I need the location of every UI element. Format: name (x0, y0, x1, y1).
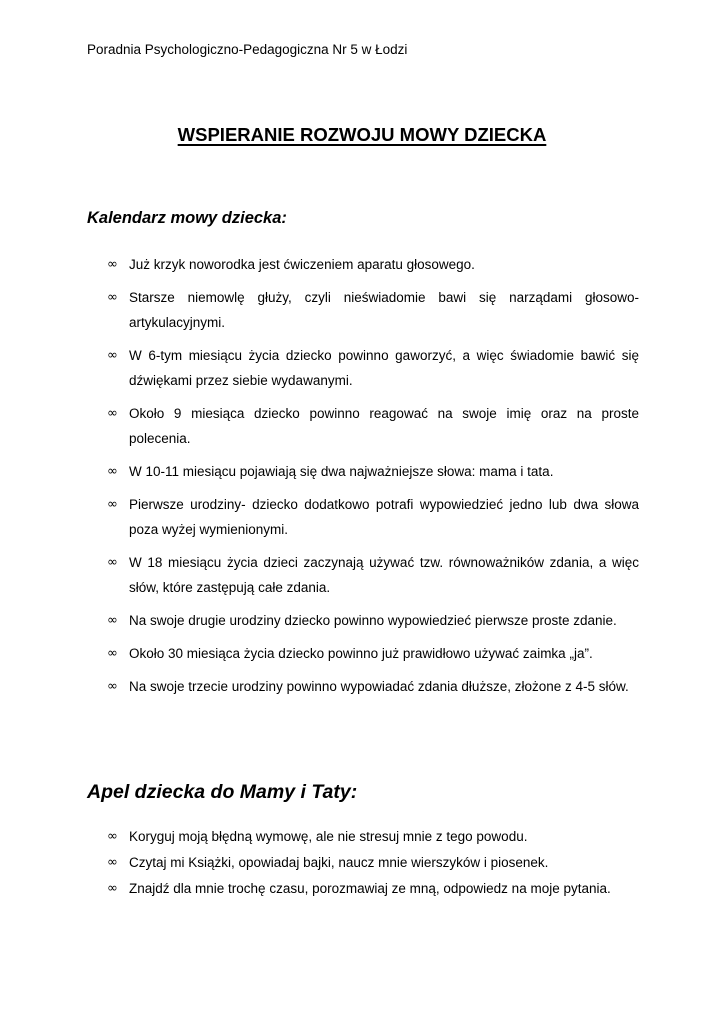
list-item (87, 492, 639, 542)
list-item (87, 252, 639, 277)
list-item-text: W 10-11 miesiącu pojawiają się dwa najważniejsze słowa: mama i tata. (129, 464, 554, 479)
infinity-bullet-icon: ∞ (107, 881, 118, 896)
section-heading-child-appeal: Apel dziecka do Mamy i Taty: (87, 781, 358, 803)
list-item (87, 459, 639, 484)
list-item-text: Już krzyk noworodka jest ćwiczeniem aparatu głosowego. (129, 257, 475, 272)
list-item (87, 343, 639, 393)
list-item (87, 641, 639, 666)
infinity-bullet-icon: ∞ (107, 646, 118, 661)
list-item (87, 285, 639, 335)
speech-calendar-list (87, 252, 639, 707)
list-item-text: Koryguj moją błędną wymowę, ale nie stresuj mnie z tego powodu. (129, 829, 528, 844)
infinity-bullet-icon: ∞ (107, 348, 118, 363)
infinity-bullet-icon: ∞ (107, 829, 118, 844)
list-item (87, 824, 639, 849)
list-item (87, 876, 639, 901)
list-item (87, 674, 639, 699)
infinity-bullet-icon: ∞ (107, 406, 118, 421)
list-item (87, 608, 639, 633)
list-item-text: Starsze niemowlę głuży, czyli nieświadomie bawi się narządami głosowo-artykulacyjnymi. (129, 290, 639, 330)
list-item-text: Na swoje trzecie urodziny powinno wypowiadać zdania dłuższe, złożone z 4-5 słów. (129, 679, 629, 694)
infinity-bullet-icon: ∞ (107, 679, 118, 694)
document-title: WSPIERANIE ROZWOJU MOWY DZIECKA (177, 124, 547, 145)
infinity-bullet-icon: ∞ (107, 613, 118, 628)
section-heading-speech-calendar: Kalendarz mowy dziecka: (87, 209, 287, 227)
infinity-bullet-icon: ∞ (107, 497, 118, 512)
infinity-bullet-icon: ∞ (107, 855, 118, 870)
infinity-bullet-icon: ∞ (107, 257, 118, 272)
infinity-bullet-icon: ∞ (107, 555, 118, 570)
list-item (87, 401, 639, 451)
infinity-bullet-icon: ∞ (107, 290, 118, 305)
list-item-text: Około 9 miesiąca dziecko powinno reagować na swoje imię oraz na proste polecenia. (129, 406, 639, 446)
page-header: Poradnia Psychologiczno-Pedagogiczna Nr 5 w Łodzi (87, 42, 408, 57)
list-item-text: Pierwsze urodziny- dziecko dodatkowo potrafi wypowiedzieć jedno lub dwa słowa poza wyżej wymienionymi. (129, 497, 639, 537)
list-item-text: Około 30 miesiąca życia dziecko powinno już prawidłowo używać zaimka „ja”. (129, 646, 593, 661)
child-appeal-list (87, 824, 639, 902)
list-item-text: W 18 miesiącu życia dzieci zaczynają używać tzw. równoważników zdania, a więc słów, które zastępują całe zdania. (129, 555, 639, 595)
list-item (87, 850, 639, 875)
list-item-text: W 6-tym miesiącu życia dziecko powinno gaworzyć, a więc świadomie bawić się dźwiękami przez siebie wydawanymi. (129, 348, 639, 388)
list-item-text: Czytaj mi Książki, opowiadaj bajki, naucz mnie wierszyków i piosenek. (129, 855, 549, 870)
list-item (87, 550, 639, 600)
list-item-text: Na swoje drugie urodziny dziecko powinno wypowiedzieć pierwsze proste zdanie. (129, 613, 617, 628)
infinity-bullet-icon: ∞ (107, 464, 118, 479)
list-item-text: Znajdź dla mnie trochę czasu, porozmawiaj ze mną, odpowiedz na moje pytania. (129, 881, 611, 896)
